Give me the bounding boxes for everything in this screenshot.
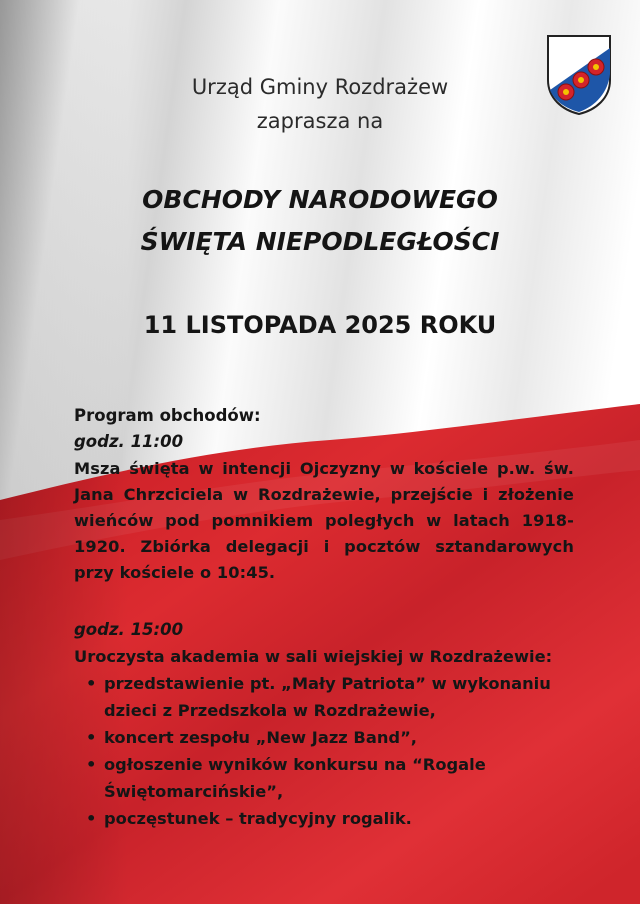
invite-line: zaprasza na: [256, 109, 384, 133]
list-item: • koncert zespołu „New Jazz Band”,: [86, 724, 576, 751]
list-item: • poczęstunek – tradycyjny rogalik.: [86, 805, 576, 832]
event-description: Msza święta w intencji Ojczyzny w kościele p.w. św. Jana Chrzciciela w Rozdrażewie, przejście i złożenie wieńców pod pomnikiem poległych w latach 1918-1920. Zbiórka delegacji i pocztów sztandarowych przy kościele o 10:45.: [74, 459, 574, 582]
event-title-line2: ŚWIĘTA NIEPODLEGŁOŚCI: [140, 227, 500, 256]
event-time: godz. 15:00: [74, 620, 184, 639]
bullet-icon: •: [86, 674, 97, 693]
program-heading: Program obchodów:: [74, 406, 261, 425]
organizer-line: Urząd Gminy Rozdrażew: [191, 75, 449, 99]
program-list: [86, 670, 576, 832]
event-description: Uroczysta akademia w sali wiejskiej w Rozdrażewie:: [74, 647, 553, 666]
list-item: • ogłoszenie wyników konkursu na “Rogale Świętomarcińskie”,: [86, 751, 576, 805]
bullet-icon: •: [86, 728, 97, 747]
bullet-icon: •: [86, 755, 97, 774]
event-time: godz. 11:00: [74, 432, 184, 451]
bullet-icon: •: [86, 809, 97, 828]
event-date: 11 LISTOPADA 2025 ROKU: [143, 311, 497, 339]
event-title-line1: OBCHODY NARODOWEGO: [142, 185, 498, 214]
list-item: • przedstawienie pt. „Mały Patriota” w wykonaniu dzieci z Przedszkola w Rozdrażewie,: [86, 670, 576, 724]
